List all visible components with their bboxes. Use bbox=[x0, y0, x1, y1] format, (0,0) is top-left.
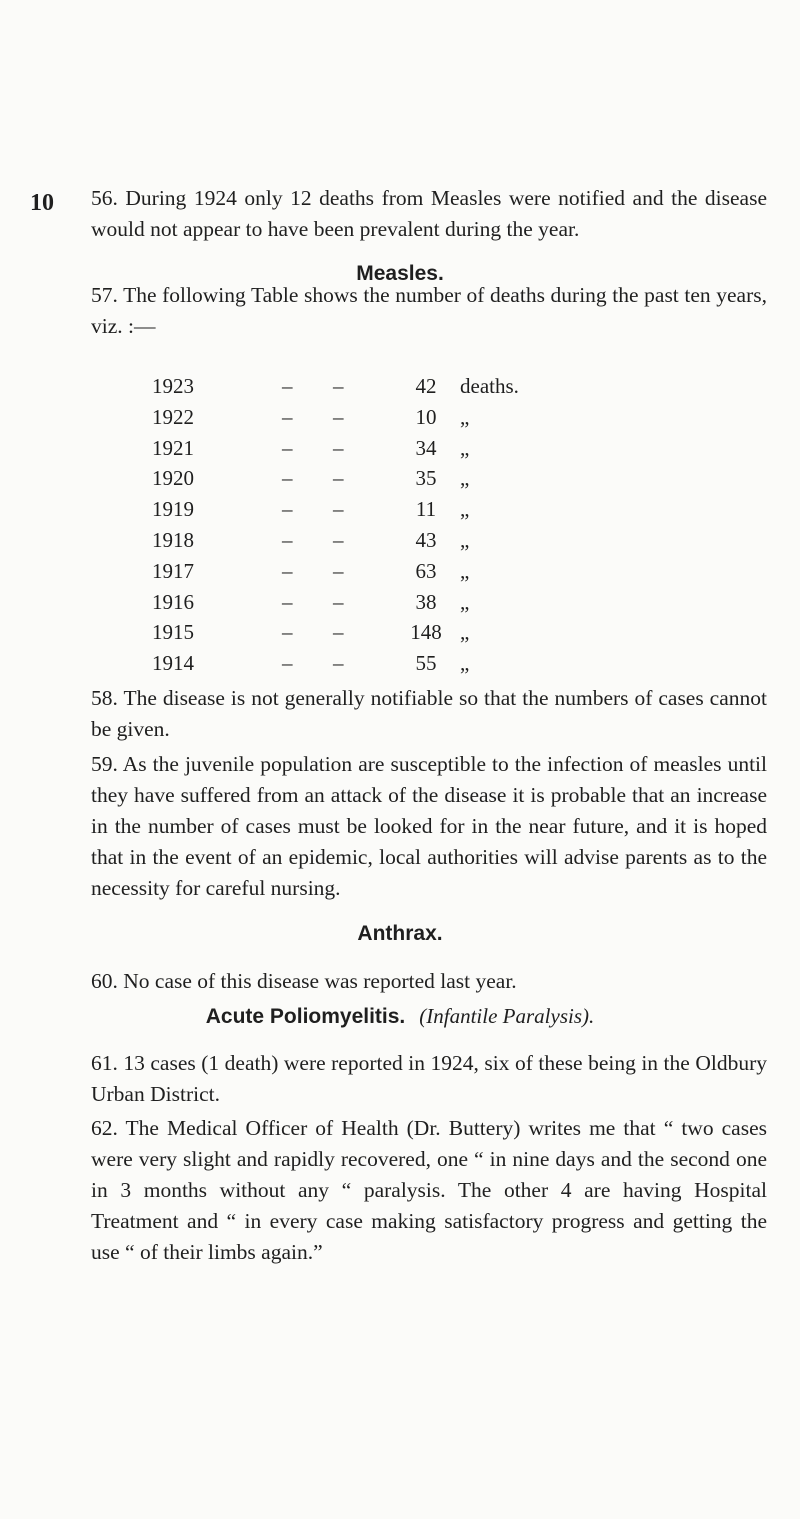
table-row bbox=[152, 466, 652, 497]
year-cell: 1915 bbox=[152, 620, 194, 645]
table-row bbox=[152, 559, 652, 590]
paragraph-60: 60. No case of this disease was reported last year. bbox=[91, 969, 517, 993]
dash-cell: – bbox=[333, 374, 344, 398]
year-cell: 1917 bbox=[152, 558, 194, 583]
year-cell: 1919 bbox=[152, 497, 194, 522]
unit-cell: „ bbox=[460, 497, 470, 522]
table-row bbox=[152, 590, 652, 621]
deaths-cell: 10 bbox=[415, 404, 437, 429]
dash-cell: – bbox=[282, 651, 293, 676]
table-row bbox=[152, 651, 652, 682]
dash-cell: – bbox=[333, 435, 344, 460]
deaths-cell: 38 bbox=[415, 589, 437, 614]
unit-cell: „ bbox=[460, 527, 470, 552]
dash-cell: – bbox=[333, 558, 344, 583]
dash-cell: – bbox=[282, 374, 293, 398]
dash-cell: – bbox=[282, 466, 293, 491]
table-row bbox=[152, 528, 652, 559]
year-cell: 1922 bbox=[152, 404, 194, 429]
polio-heading-line bbox=[0, 1004, 800, 1029]
unit-cell: „ bbox=[460, 466, 470, 491]
dash-cell: – bbox=[282, 435, 293, 460]
measles-heading: Measles. bbox=[356, 262, 444, 285]
unit-cell: „ bbox=[460, 620, 470, 645]
deaths-cell: 55 bbox=[415, 651, 437, 676]
paragraph-62: 62. The Medical Officer of Health (Dr. Buttery) writes me that “ two cases were very slight and rapidly recovered, one “ in nine days and the second one in 3 months without any “ paralysis. The other 4 are having Hospital Treatment and “ in every case making satisfactory progress and getting the use “ of their limbs again.” bbox=[91, 1116, 767, 1264]
table-row bbox=[152, 497, 652, 528]
polio-subheading: (Infantile Paralysis). bbox=[419, 1004, 595, 1028]
deaths-cell: 42 bbox=[415, 374, 437, 398]
dash-cell: – bbox=[333, 620, 344, 645]
table-row bbox=[152, 405, 652, 436]
dash-cell: – bbox=[333, 589, 344, 614]
year-cell: 1921 bbox=[152, 435, 194, 460]
paragraph-56: 56. During 1924 only 12 deaths from Measles were notified and the disease would not appear to have been prevalent during the year. bbox=[91, 186, 767, 241]
unit-cell: „ bbox=[460, 558, 470, 583]
unit-cell: „ bbox=[460, 651, 470, 676]
dash-cell: – bbox=[282, 620, 293, 645]
dash-cell: – bbox=[282, 404, 293, 429]
year-cell: 1916 bbox=[152, 589, 194, 614]
table-row bbox=[152, 374, 652, 405]
year-cell: 1923 bbox=[152, 374, 194, 398]
measles-deaths-table bbox=[152, 374, 652, 682]
page-number: 10 bbox=[30, 190, 54, 216]
deaths-cell: 34 bbox=[415, 435, 437, 460]
table-row bbox=[152, 436, 652, 467]
deaths-cell: 43 bbox=[415, 527, 437, 552]
unit-cell: „ bbox=[460, 589, 470, 614]
dash-cell: – bbox=[333, 404, 344, 429]
dash-cell: – bbox=[333, 527, 344, 552]
paragraph-58: 58. The disease is not generally notifiable so that the numbers of cases cannot be given. bbox=[91, 686, 767, 741]
year-cell: 1918 bbox=[152, 527, 194, 552]
dash-cell: – bbox=[333, 651, 344, 676]
table-row bbox=[152, 620, 652, 651]
dash-cell: – bbox=[282, 558, 293, 583]
deaths-cell: 63 bbox=[415, 558, 437, 583]
dash-cell: – bbox=[333, 497, 344, 522]
dash-cell: – bbox=[282, 589, 293, 614]
dash-cell: – bbox=[282, 497, 293, 522]
dash-cell: – bbox=[282, 527, 293, 552]
polio-heading: Acute Poliomyelitis. bbox=[205, 1005, 406, 1028]
paragraph-57: 57. The following Table shows the number of deaths during the past ten years, viz. :— bbox=[91, 283, 767, 338]
dash-cell: – bbox=[333, 466, 344, 491]
deaths-cell: 148 bbox=[410, 620, 442, 645]
year-cell: 1914 bbox=[152, 651, 194, 676]
paragraph-61: 61. 13 cases (1 death) were reported in 1924, six of these being in the Oldbury Urban District. bbox=[91, 1051, 767, 1106]
paragraph-59: 59. As the juvenile population are susceptible to the infection of measles until they have suffered from an attack of the disease it is probable that an increase in the number of cases must be looked for in the near future, and it is hoped that in the event of an epidemic, local authorities will advise parents as to the necessity for careful nursing. bbox=[91, 752, 767, 900]
unit-cell: deaths. bbox=[460, 374, 519, 398]
year-cell: 1920 bbox=[152, 466, 194, 491]
unit-cell: „ bbox=[460, 435, 470, 460]
deaths-cell: 11 bbox=[415, 497, 437, 522]
deaths-cell: 35 bbox=[415, 466, 437, 491]
anthrax-heading: Anthrax. bbox=[357, 922, 443, 945]
unit-cell: „ bbox=[460, 404, 470, 429]
